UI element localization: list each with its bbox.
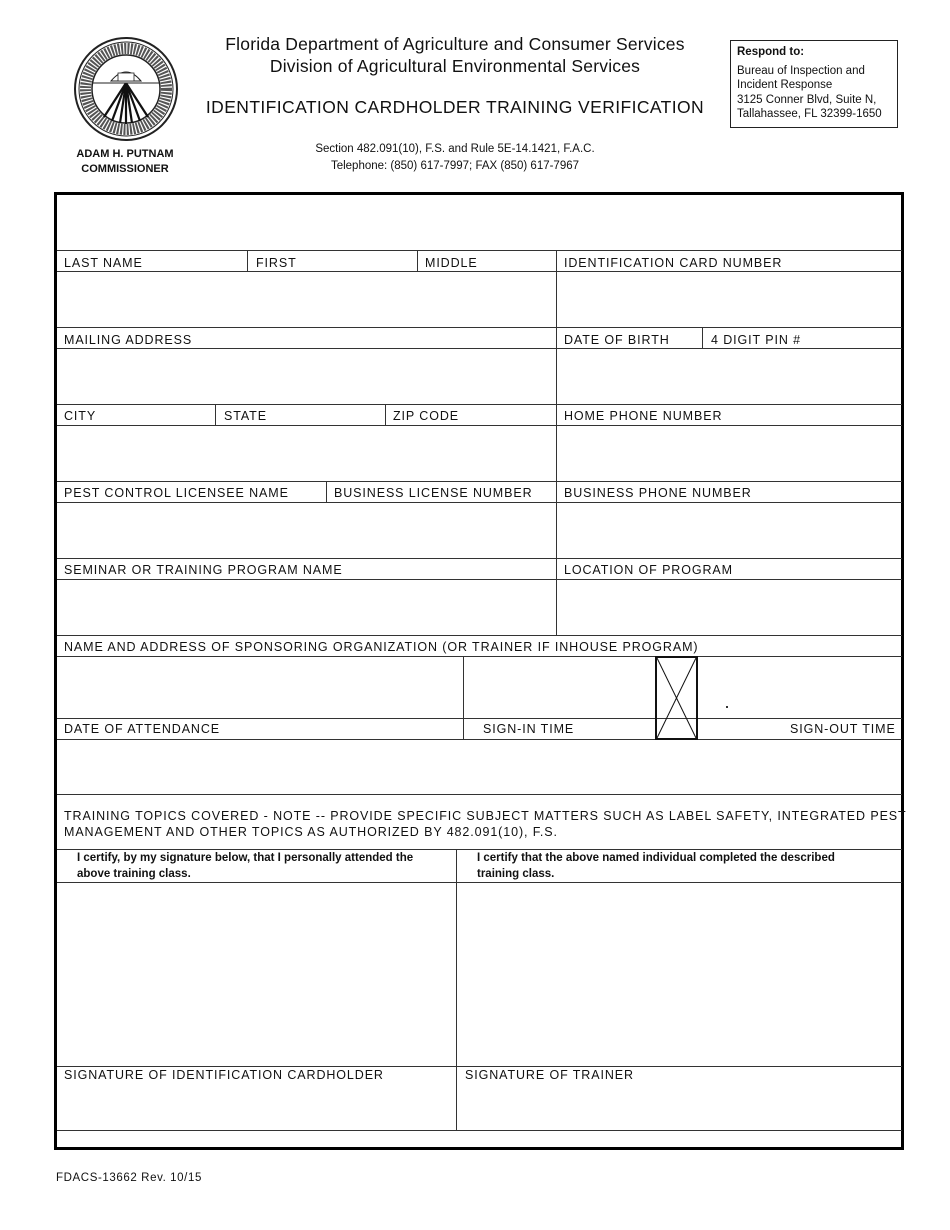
label-business-phone: BUSINESS PHONE NUMBER <box>564 486 752 500</box>
sponsor-date-input[interactable] <box>57 657 463 718</box>
label-mailing-address: MAILING ADDRESS <box>64 333 193 347</box>
rule <box>57 718 902 719</box>
label-city: CITY <box>64 409 97 423</box>
name-input[interactable] <box>57 272 556 327</box>
label-business-license: BUSINESS LICENSE NUMBER <box>334 486 533 500</box>
label-date-of-birth: DATE OF BIRTH <box>564 333 670 347</box>
divider <box>247 250 248 271</box>
cardholder-signature-area[interactable] <box>57 883 456 1066</box>
label-licensee-name: PEST CONTROL LICENSEE NAME <box>64 486 289 500</box>
label-id-card-number: IDENTIFICATION CARD NUMBER <box>564 256 783 270</box>
id-card-number-input[interactable] <box>557 272 902 327</box>
respond-to-line-4: Tallahassee, FL 32399-1650 <box>737 108 882 120</box>
crossed-out-box <box>655 656 698 740</box>
top-blank-field[interactable] <box>57 195 902 250</box>
agency-line-1: Florida Department of Agriculture and Consumer Services <box>225 34 685 54</box>
dob-pin-input[interactable] <box>557 349 902 404</box>
business-phone-input[interactable] <box>557 503 902 558</box>
phone-fax: Telephone: (850) 617-7997; FAX (850) 617-7967 <box>330 160 580 172</box>
rule <box>57 635 902 636</box>
mailing-address-input[interactable] <box>57 349 556 404</box>
rule <box>57 250 902 251</box>
sign-in-time-input[interactable] <box>464 657 654 718</box>
rule <box>57 481 902 482</box>
respond-to-line-2: Incident Response <box>737 79 833 91</box>
commissioner-title: COMMISSIONER <box>81 163 169 175</box>
certification-cardholder-line-1: I certify, by my signature below, that I personally attended the <box>77 852 414 864</box>
divider <box>702 327 703 348</box>
certification-cardholder <box>77 850 413 882</box>
commissioner-block <box>60 147 190 177</box>
label-state: STATE <box>224 409 267 423</box>
divider <box>417 250 418 271</box>
label-signature-cardholder: SIGNATURE OF IDENTIFICATION CARDHOLDER <box>64 1068 384 1082</box>
rule <box>57 1130 902 1131</box>
label-training-topics-line-1: TRAINING TOPICS COVERED - NOTE -- PROVIDE SPECIFIC SUBJECT MATTERS SUCH AS LABEL SAFETY, INTEGRATED PEST <box>64 809 907 823</box>
label-program-name: SEMINAR OR TRAINING PROGRAM NAME <box>64 563 343 577</box>
divider <box>215 404 216 425</box>
label-sponsoring-organization: NAME AND ADDRESS OF SPONSORING ORGANIZATION (OR TRAINER IF INHOUSE PROGRAM) <box>64 640 699 654</box>
statute-block <box>190 141 720 175</box>
sign-out-time-input[interactable] <box>699 657 902 718</box>
city-state-zip-input[interactable] <box>57 426 556 481</box>
label-pin: 4 DIGIT PIN # <box>711 333 801 347</box>
label-home-phone: HOME PHONE NUMBER <box>564 409 723 423</box>
form-number: FDACS-13662 Rev. 10/15 <box>56 1172 202 1184</box>
rule <box>57 558 902 559</box>
rule <box>57 404 902 405</box>
divider <box>326 481 327 502</box>
certification-trainer <box>477 850 835 882</box>
statute-reference: Section 482.091(10), F.S. and Rule 5E-14.1421, F.A.C. <box>315 143 595 155</box>
licensee-business-input[interactable] <box>57 503 556 558</box>
label-sign-in-time: SIGN-IN TIME <box>483 722 575 736</box>
department-seal <box>74 37 178 141</box>
rule <box>57 1066 902 1067</box>
trainer-signature-area[interactable] <box>457 883 902 1066</box>
label-last-name: LAST NAME <box>64 256 143 270</box>
respond-to-line-1: Bureau of Inspection and <box>737 64 865 77</box>
agency-line-2: Division of Agricultural Environmental Services <box>269 56 641 76</box>
respond-to-line-3: 3125 Conner Blvd, Suite N, <box>737 93 877 106</box>
respond-to-heading: Respond to: <box>737 46 805 58</box>
respond-to-box <box>730 40 898 128</box>
program-input[interactable] <box>57 580 902 635</box>
label-middle-name: MIDDLE <box>425 256 478 270</box>
label-program-location: LOCATION OF PROGRAM <box>564 563 733 577</box>
divider <box>385 404 386 425</box>
label-first-name: FIRST <box>256 256 297 270</box>
label-zip-code: ZIP CODE <box>393 409 460 423</box>
commissioner-name: ADAM H. PUTNAM <box>76 148 174 160</box>
label-training-topics-line-2: MANAGEMENT AND OTHER TOPICS AS AUTHORIZED BY 482.091(10), F.S. <box>64 825 558 839</box>
form-title: IDENTIFICATION CARDHOLDER TRAINING VERIFICATION <box>205 97 705 117</box>
certification-trainer-line-1: I certify that the above named individual completed the described <box>477 852 835 864</box>
certification-trainer-line-2: training class. <box>477 868 555 880</box>
home-phone-input[interactable] <box>557 426 902 481</box>
agency-heading <box>190 33 720 77</box>
certification-cardholder-line-2: above training class. <box>77 868 191 880</box>
rule <box>57 327 902 328</box>
rule <box>57 794 902 795</box>
attendance-input[interactable] <box>57 740 902 794</box>
label-sign-out-time: SIGN-OUT TIME <box>790 722 896 736</box>
label-date-of-attendance: DATE OF ATTENDANCE <box>64 722 221 736</box>
label-signature-trainer: SIGNATURE OF TRAINER <box>465 1068 634 1082</box>
